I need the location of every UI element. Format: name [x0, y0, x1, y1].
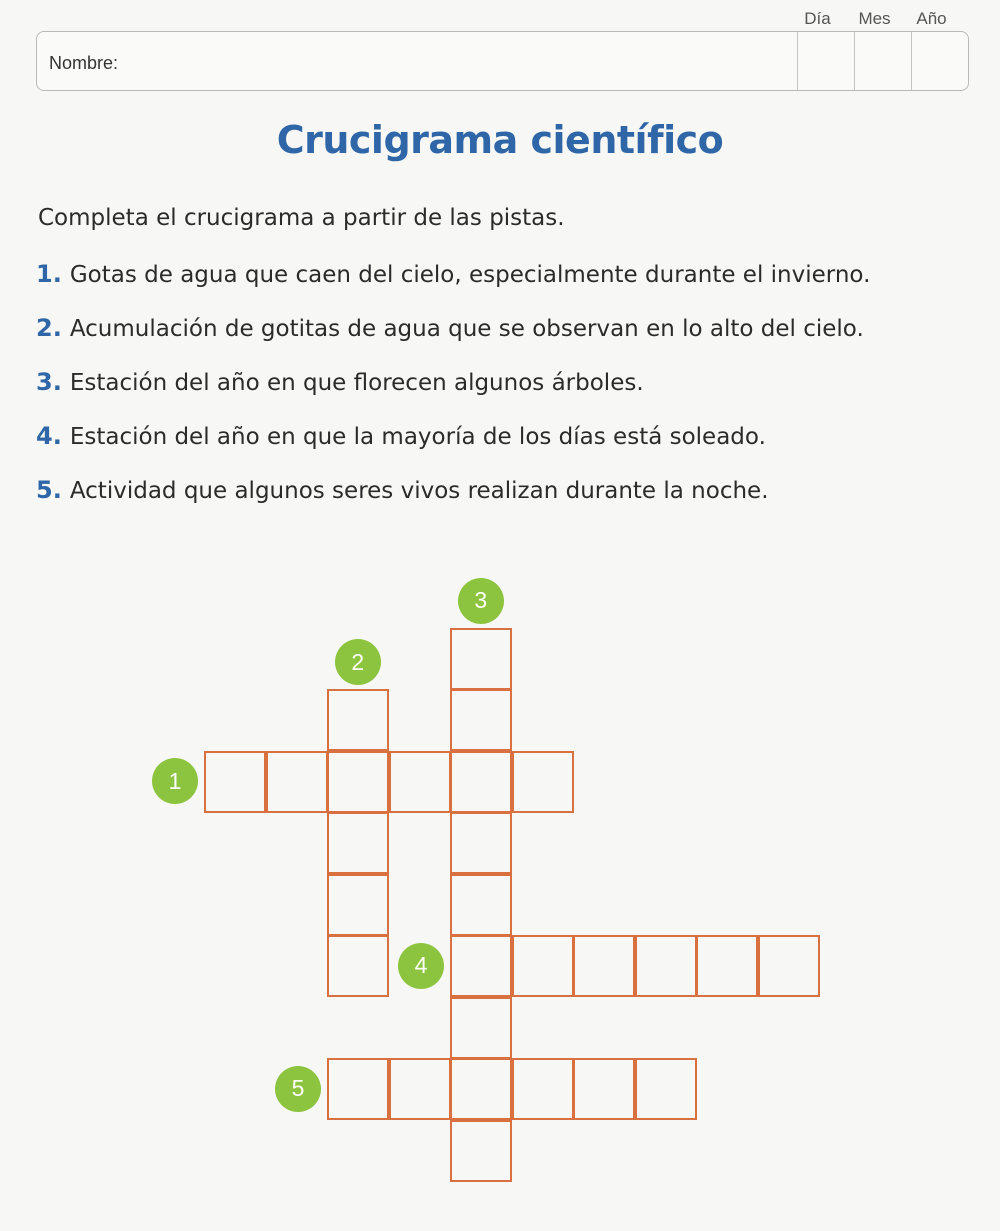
- year-label: Año: [916, 9, 947, 28]
- crossword-cell[interactable]: [450, 751, 512, 813]
- clue-text: Estación del año en que florecen algunos árboles.: [69, 370, 644, 396]
- crossword-cell[interactable]: [389, 1058, 451, 1120]
- page-title: Crucigrama científico: [276, 118, 724, 162]
- crossword-cell[interactable]: [327, 689, 389, 751]
- crossword-cell[interactable]: [450, 874, 512, 936]
- crossword-cell[interactable]: [327, 935, 389, 997]
- clue-text: Gotas de agua que caen del cielo, especialmente durante el invierno.: [69, 262, 871, 288]
- crossword-cell[interactable]: [512, 751, 574, 813]
- crossword-cell[interactable]: [389, 751, 451, 813]
- crossword-cell[interactable]: [758, 935, 820, 997]
- clue-number: 3.: [36, 368, 62, 396]
- clue-badge-3: 3: [458, 578, 504, 624]
- clue-number: 5.: [36, 476, 62, 504]
- crossword-cell[interactable]: [450, 1058, 512, 1120]
- crossword-cell[interactable]: [450, 628, 512, 690]
- clue-text: Acumulación de gotitas de agua que se observan en lo alto del cielo.: [69, 316, 864, 342]
- crossword-cell[interactable]: [573, 1058, 635, 1120]
- crossword-cell[interactable]: [696, 935, 758, 997]
- crossword-cell[interactable]: [635, 935, 697, 997]
- crossword-cell[interactable]: [204, 751, 266, 813]
- instructions: Completa el crucigrama a partir de las pistas.: [38, 205, 565, 231]
- crossword-cell[interactable]: [266, 751, 328, 813]
- clue-badge-1: 1: [152, 758, 198, 804]
- crossword-cell[interactable]: [450, 812, 512, 874]
- clue-badge-2: 2: [335, 639, 381, 685]
- clue-text: Estación del año en que la mayoría de los días está soleado.: [69, 424, 766, 450]
- clue-number: 2.: [36, 314, 62, 342]
- crossword-cell[interactable]: [327, 751, 389, 813]
- clue-text: Actividad que algunos seres vivos realizan durante la noche.: [69, 478, 769, 504]
- crossword-cell[interactable]: [327, 812, 389, 874]
- clue-number: 1.: [36, 260, 62, 288]
- month-label: Mes: [858, 9, 891, 28]
- crossword-cell[interactable]: [450, 689, 512, 751]
- crossword-cell[interactable]: [327, 874, 389, 936]
- crossword-cell[interactable]: [450, 1120, 512, 1182]
- clue-number: 4.: [36, 422, 62, 450]
- crossword-cell[interactable]: [450, 997, 512, 1059]
- clue-badge-5: 5: [275, 1066, 321, 1112]
- crossword-cell[interactable]: [573, 935, 635, 997]
- day-label: Día: [804, 9, 831, 28]
- crossword-cell[interactable]: [512, 935, 574, 997]
- crossword-cell[interactable]: [327, 1058, 389, 1120]
- clue-badge-4: 4: [398, 943, 444, 989]
- crossword-cell[interactable]: [635, 1058, 697, 1120]
- crossword-cell[interactable]: [512, 1058, 574, 1120]
- crossword-cell[interactable]: [450, 935, 512, 997]
- name-label: Nombre:: [49, 53, 119, 73]
